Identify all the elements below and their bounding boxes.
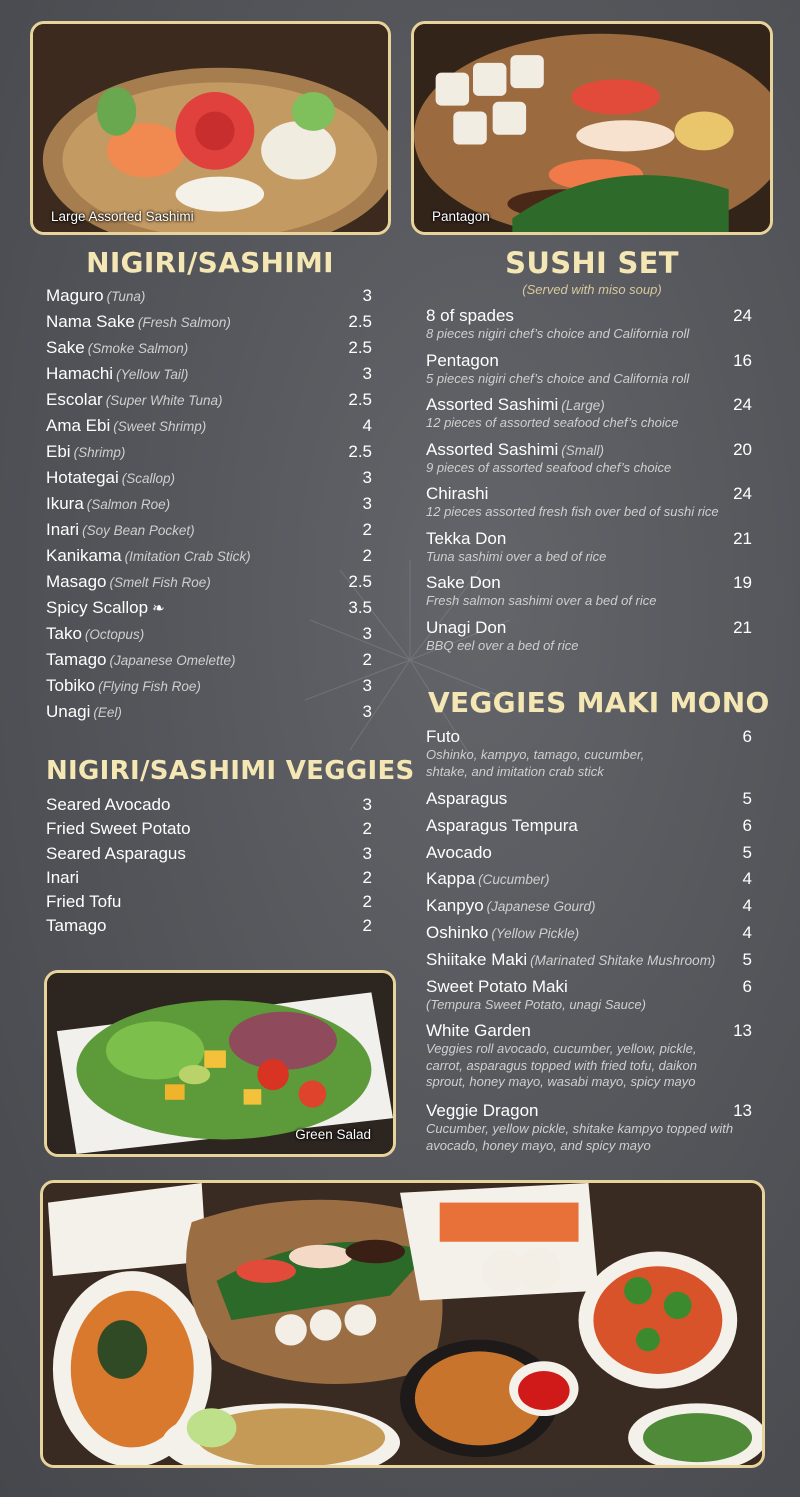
item-name: Veggie Dragon: [426, 1101, 539, 1121]
item-desc: 9 pieces of assorted seafood chef’s choice: [426, 459, 672, 475]
item-price: 4: [742, 869, 752, 889]
nigiri-item: [46, 494, 372, 520]
item-name: Hamachi: [46, 364, 114, 383]
item-name: Avocado: [426, 842, 492, 862]
green-salad-photo: [44, 970, 396, 1157]
item-name: Escolar: [46, 390, 103, 409]
item-name: Shiitake Maki: [426, 949, 528, 969]
item-name: Kanpyo: [426, 896, 484, 916]
item-desc: (Tuna): [106, 289, 146, 304]
item-extra: (Cucumber): [478, 872, 550, 888]
item-desc: 12 pieces assorted fresh fish over bed of sushi rice: [426, 504, 719, 519]
item-name: White Garden: [426, 1021, 531, 1041]
nigiri-item: [46, 546, 372, 572]
item-price: 3: [362, 795, 372, 814]
veggies-maki-title: VEGGIES MAKI MONO: [428, 686, 770, 719]
item-price: 5: [742, 842, 752, 862]
item-price: 4: [742, 896, 752, 916]
sushi-set-title: SUSHI SET: [505, 246, 679, 280]
veggie-item: [46, 916, 372, 940]
item-price: 19: [733, 573, 752, 592]
pentagon-photo: [411, 21, 773, 235]
item-name: Assorted Sashimi: [426, 439, 559, 459]
item-price: 2: [362, 546, 372, 565]
sushi-set-item: [426, 440, 752, 485]
item-name: Ikura: [46, 494, 84, 513]
nigiri-veggies-list: [46, 795, 372, 941]
item-price: 5: [742, 949, 752, 969]
nigiri-item: [46, 390, 372, 416]
item-price: 2: [362, 520, 372, 539]
item-price: 2: [362, 819, 372, 839]
nigiri-list: [46, 286, 372, 728]
item-desc: (Fresh Salmon): [137, 315, 231, 330]
item-name: Chirashi: [426, 484, 489, 503]
nigiri-item: [46, 624, 372, 650]
nigiri-item: [46, 676, 372, 702]
item-extra: (Yellow Pickle): [491, 925, 580, 941]
item-name: Maguro: [46, 286, 104, 305]
item-desc: Fresh salmon sashimi over a bed of rice: [426, 593, 657, 608]
item-desc: Tuna sashimi over a bed of rice: [426, 548, 607, 564]
sushi-set-item: [426, 618, 752, 663]
nigiri-item: [46, 468, 372, 494]
item-name: Sweet Potato Maki: [426, 976, 568, 996]
item-desc: 12 pieces of assorted seafood chef’s choice: [426, 415, 679, 430]
item-name: Tako: [46, 624, 82, 643]
item-name: Oshinko: [426, 922, 489, 942]
nigiri-item: [46, 650, 372, 676]
item-desc: (Eel): [93, 705, 122, 720]
item-desc: (Smelt Fish Roe): [109, 575, 211, 590]
item-name: Tamago: [46, 916, 107, 936]
item-price: 2: [362, 867, 372, 887]
item-price: 21: [733, 528, 752, 548]
salad-caption: Green Salad: [295, 1127, 371, 1142]
item-price: 5: [742, 789, 752, 808]
item-name: Inari: [46, 867, 80, 887]
veggie-item: [46, 844, 372, 868]
item-price: 6: [742, 815, 752, 835]
item-price: 2.5: [348, 442, 372, 461]
veggies-maki-list: [426, 727, 752, 1161]
item-desc: (Yellow Tail): [116, 367, 189, 382]
sushi-set-list: [426, 306, 752, 662]
nigiri-title: NIGIRI/SASHIMI: [86, 246, 334, 279]
item-name: Fried Tofu: [46, 892, 122, 912]
item-desc: (Japanese Omelette): [109, 653, 236, 668]
veggie-item: [46, 868, 372, 892]
veggie-item: [46, 795, 372, 819]
item-name: Tekka Don: [426, 528, 507, 548]
item-price: 2: [362, 916, 372, 936]
item-desc: 8 pieces nigiri chef’s choice and California roll: [426, 326, 690, 341]
item-price: 3: [362, 364, 372, 383]
item-desc: (Soy Bean Pocket): [82, 523, 195, 538]
nigiri-item: [46, 572, 372, 598]
item-name: Ama Ebi: [46, 416, 111, 435]
item-name: Nama Sake: [46, 312, 135, 331]
item-name: Asparagus Tempura: [426, 815, 578, 835]
item-desc: (Imitation Crab Stick): [124, 549, 251, 564]
item-price: 2.5: [348, 572, 372, 591]
item-price: 3: [362, 468, 372, 487]
item-desc: (Flying Fish Roe): [98, 679, 201, 694]
item-name: Assorted Sashimi: [426, 395, 559, 414]
item-name: Masago: [46, 572, 107, 591]
item-desc: (Octopus): [84, 627, 145, 642]
item-price: 24: [733, 395, 752, 414]
item-price: 3: [362, 286, 372, 305]
item-name: Pentagon: [426, 350, 499, 370]
nigiri-item: [46, 286, 372, 312]
item-price: 21: [733, 617, 752, 637]
nigiri-item: [46, 364, 372, 390]
item-price: 4: [362, 416, 372, 435]
item-name: Sake: [46, 338, 85, 357]
item-size: (Large): [561, 398, 605, 413]
item-name: Futo: [426, 727, 461, 746]
item-price: 4: [742, 922, 752, 942]
maki-item: [426, 727, 752, 789]
item-size: (Small): [561, 442, 605, 458]
item-name: Tamago: [46, 650, 107, 669]
sushi-set-item: [426, 529, 752, 574]
item-price: 2.5: [348, 312, 372, 331]
maki-item: [426, 869, 752, 896]
veggie-item: [46, 819, 372, 843]
item-desc: 5 pieces nigiri chef’s choice and California roll: [426, 370, 690, 386]
spicy-icon: ❧: [152, 600, 165, 617]
nigiri-item: [46, 312, 372, 338]
nigiri-item: [46, 520, 372, 546]
maki-item: [426, 923, 752, 950]
item-desc: (Salmon Roe): [86, 497, 171, 512]
sashimi-photo: [30, 21, 391, 235]
item-desc: (Scallop): [121, 471, 176, 486]
maki-item: [426, 789, 752, 816]
item-name: Spicy Scallop: [46, 598, 149, 617]
item-name: Kappa: [426, 869, 476, 889]
item-desc: BBQ eel over a bed of rice: [426, 637, 579, 653]
maki-item: [426, 950, 752, 977]
item-extra: (Japanese Gourd): [486, 899, 596, 915]
nigiri-item: [46, 598, 372, 624]
veggie-item: [46, 892, 372, 916]
item-extra: (Marinated Shitake Mushroom): [530, 952, 716, 968]
item-name: Ebi: [46, 442, 71, 461]
item-price: 2: [362, 650, 372, 669]
item-price: 3: [362, 624, 372, 643]
item-price: 2.5: [348, 338, 372, 357]
item-price: 2.5: [348, 390, 372, 409]
sushi-set-item: [426, 306, 752, 351]
item-name: Sake Don: [426, 573, 501, 592]
item-name: Asparagus: [426, 789, 508, 808]
item-desc: (Shrimp): [73, 445, 126, 460]
food-spread-photo: [40, 1180, 765, 1468]
maki-item: [426, 1021, 752, 1101]
item-desc: (Super White Tuna): [105, 393, 223, 408]
maki-item: [426, 843, 752, 870]
item-desc: Oshinko, kampyo, tamago, cucumber, shtake, and imitation crab stick: [426, 747, 645, 779]
item-desc: Cucumber, yellow pickle, shitake kampyo topped with avocado, honey mayo, and spicy mayo: [426, 1121, 734, 1153]
item-price: 3: [362, 494, 372, 513]
item-price: 3: [362, 843, 372, 863]
item-price: 3: [362, 676, 372, 695]
item-desc: (Sweet Shrimp): [113, 419, 207, 434]
sushi-set-item: [426, 573, 752, 618]
sushi-set-item: [426, 351, 752, 396]
item-price: 6: [742, 727, 752, 746]
sushi-set-item: [426, 395, 752, 440]
item-name: Tobiko: [46, 676, 96, 695]
sushi-set-note: (Served with miso soup): [522, 282, 662, 297]
item-desc: (Tempura Sweet Potato, unagi Sauce): [426, 996, 646, 1012]
maki-item: [426, 816, 752, 843]
item-price: 13: [733, 1101, 752, 1121]
item-name: Hotategai: [46, 468, 119, 487]
item-name: Seared Avocado: [46, 795, 171, 814]
nigiri-item: [46, 416, 372, 442]
sushi-set-item: [426, 484, 752, 529]
item-price: 3: [362, 702, 372, 721]
item-price: 24: [733, 484, 752, 503]
nigiri-veggies-title: NIGIRI/SASHIMI VEGGIES: [46, 756, 415, 786]
item-desc: Veggies roll avocado, cucumber, yellow, pickle, carrot, asparagus topped with fried tofu, daikon sprout, honey mayo, wasabi mayo, spicy mayo: [426, 1041, 697, 1090]
sashimi-caption: Large Assorted Sashimi: [51, 209, 194, 224]
item-price: 6: [742, 976, 752, 996]
nigiri-item: [46, 702, 372, 728]
maki-item: [426, 896, 752, 923]
maki-item: [426, 1101, 752, 1161]
item-name: Unagi: [46, 702, 91, 721]
item-price: 16: [733, 350, 752, 370]
item-price: 20: [733, 439, 752, 459]
item-price: 13: [733, 1021, 752, 1041]
item-price: 24: [733, 306, 752, 325]
nigiri-item: [46, 338, 372, 364]
item-price: 2: [362, 892, 372, 912]
item-name: Fried Sweet Potato: [46, 819, 191, 839]
nigiri-item: [46, 442, 372, 468]
pentagon-caption: Pantagon: [432, 209, 490, 224]
item-name: 8 of spades: [426, 306, 514, 325]
maki-item: [426, 977, 752, 1022]
item-name: Inari: [46, 520, 80, 539]
item-name: Unagi Don: [426, 617, 507, 637]
item-desc: (Smoke Salmon): [87, 341, 189, 356]
item-price: 3.5: [348, 598, 372, 617]
item-name: Seared Asparagus: [46, 843, 186, 863]
item-name: Kanikama: [46, 546, 122, 565]
